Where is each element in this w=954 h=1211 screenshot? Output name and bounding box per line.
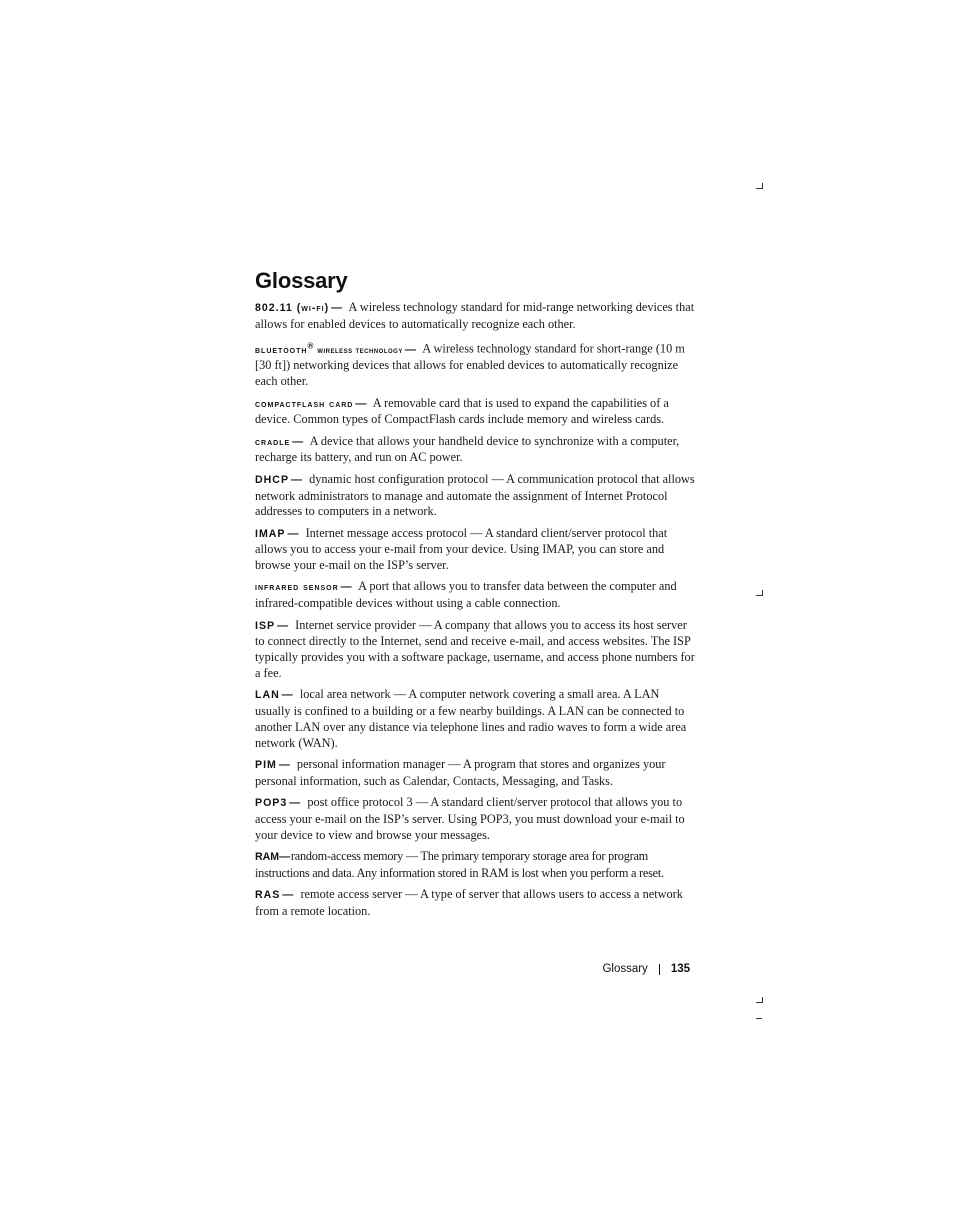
glossary-term: compactflash card <box>255 397 354 410</box>
glossary-entry-wifi <box>255 300 695 333</box>
registered-mark: ® <box>307 341 314 351</box>
glossary-definition: Internet service provider — A company that allows you to access its host server to connect directly to the Internet, send and receive e-mail, and access websites. The ISP typically provides you with a software package, username, and access phone numbers for a fee. <box>255 617 695 680</box>
page-title: Glossary <box>255 268 348 293</box>
glossary-definition: A device that allows your handheld device to synchronize with a computer, recharge its battery, and run on AC power. <box>255 433 680 465</box>
glossary-definition: A removable card that is used to expand the capabilities of a device. Common types of CompactFlash cards include memory and wireless cards. <box>255 395 669 427</box>
footer-section-name: Glossary <box>602 963 648 975</box>
glossary-term: POP3 <box>255 797 288 810</box>
glossary-definition: local area network — A computer network covering a small area. A LAN usually is confined to a building or a few nearby buildings. A LAN can be connected to another LAN over any distance via telephone lines and radio waves to form a wide area network (WAN). <box>255 687 687 750</box>
crop-mark-middle <box>756 590 763 596</box>
glossary-definition: A port that allows you to transfer data between the computer and infrared-compatible devices without using a cable connection. <box>255 579 677 611</box>
glossary-entry-imap <box>255 526 695 574</box>
glossary-entry-pim <box>255 757 695 790</box>
term-dash: — <box>404 343 416 356</box>
glossary-entry-compactflash <box>255 396 695 429</box>
glossary-term: PIM <box>255 758 277 771</box>
glossary-term <box>255 341 403 356</box>
glossary-definition: post office protocol 3 — A standard client/server protocol that allows you to access your e-mail on the ISP’s server. Using POP3, you must download your e-mail to your device to view and browse your messages. <box>255 795 685 842</box>
glossary-entry-dhcp <box>255 472 695 520</box>
term-dash: — <box>331 302 343 314</box>
glossary-term: RAM <box>255 850 280 863</box>
glossary-term: DHCP <box>255 473 290 486</box>
glossary-entry-isp <box>255 618 695 682</box>
glossary-entry-bluetooth <box>255 338 695 390</box>
glossary-term: cradle <box>255 435 291 448</box>
term-dash: — <box>291 473 303 486</box>
glossary-term: RAS <box>255 889 281 902</box>
glossary-entry-cradle <box>255 434 695 467</box>
glossary-term: infrared sensor <box>255 581 339 594</box>
crop-dash-bottom <box>756 1018 762 1019</box>
glossary-entry-ras <box>255 887 695 920</box>
term-dash: — <box>292 435 304 448</box>
glossary-definition: Internet message access protocol — A standard client/server protocol that allows you to access your e-mail from your device. Using IMAP, you can store and browse your e-mail on the ISP’s server. <box>255 525 668 573</box>
glossary-term: ISP <box>255 619 276 632</box>
glossary-definition: dynamic host configuration protocol — A communication protocol that allows network administrators to manage and automate the assignment of Internet Protocol addresses to computers in a network. <box>255 471 695 519</box>
glossary-term: LAN <box>255 689 280 702</box>
term-dash: — <box>289 797 301 810</box>
term-dash: — <box>340 581 352 594</box>
term-dash: — <box>355 397 367 410</box>
term-dash: — <box>281 689 293 702</box>
crop-mark-bottom <box>756 997 763 1003</box>
term-dash: — <box>287 527 299 540</box>
glossary-entry-infrared <box>255 579 695 612</box>
glossary-entry-ram <box>255 849 695 882</box>
glossary-term: IMAP <box>255 527 286 540</box>
glossary-definition: remote access server — A type of server that allows users to access a network from a remote location. <box>255 887 683 918</box>
glossary-entry-pop3 <box>255 795 695 843</box>
glossary-content <box>255 266 695 925</box>
glossary-entry-lan <box>255 687 695 751</box>
glossary-term-suffix: wireless technology <box>317 344 403 355</box>
glossary-definition: A wireless technology standard for short-range (10 m [30 ft]) networking devices that allows for enabled devices to automatically recognize each other. <box>255 341 685 389</box>
glossary-definition: A wireless technology standard for mid-range networking devices that allows for enabled devices to automatically recognize each other. <box>255 300 695 331</box>
term-dash: — <box>282 889 294 902</box>
page-number: 135 <box>670 963 690 975</box>
glossary-term: 802.11 (wi-fi) <box>255 302 330 314</box>
glossary-definition: personal information manager — A program that stores and organizes your personal information, such as Calendar, Contacts, Messaging, and Tasks. <box>255 756 666 788</box>
term-dash: — <box>278 758 290 771</box>
page-footer <box>590 963 690 975</box>
glossary-definition: random-access memory — The primary temporary storage area for program instructions and data. Any information stored in RAM is lost when you perform a reset. <box>255 848 664 880</box>
crop-mark-top <box>756 183 763 189</box>
term-dash: — <box>279 850 290 863</box>
glossary-term-main: bluetooth <box>255 343 308 356</box>
term-dash: — <box>277 619 289 632</box>
footer-separator <box>659 964 660 975</box>
